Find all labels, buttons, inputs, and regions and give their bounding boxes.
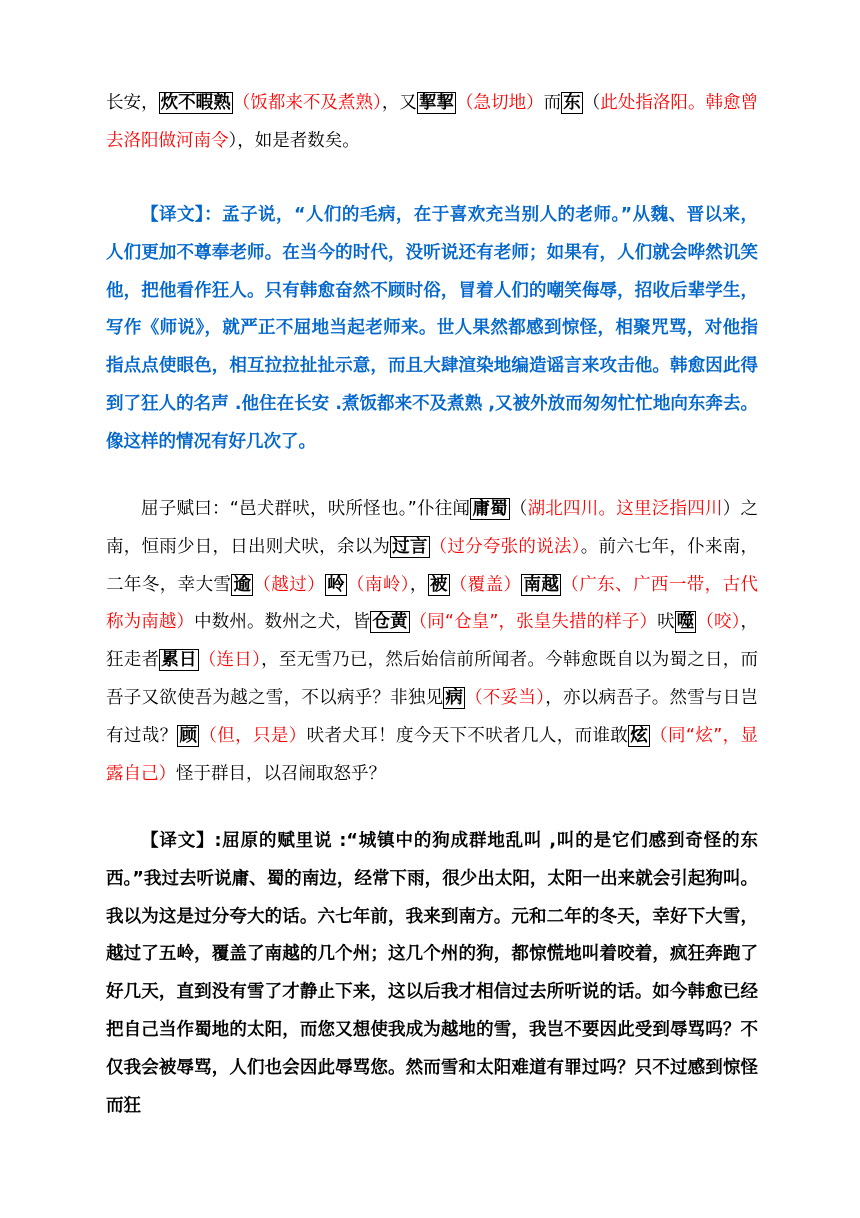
text-run: 怪于群目，以召闹取怒乎？ (176, 763, 386, 784)
classical-text-paragraph-1 (106, 85, 758, 161)
annotation-paren: （ (582, 93, 601, 113)
text-run: 屈子赋曰：“邑犬群吠，吠所怪也。”仆往闻 (141, 499, 471, 519)
translation-paragraph-2: 【译文】:屈原的赋里说 :“城镇中的狗成群地乱叫 ,叫的是它们感到奇怪的东西。”我过去听说庸、蜀的南边，经常下雨，很少出太阳，太阳一出来就会引起狗叫。我以为这是过分夸大的话。六七年前，我来到南方。元和二年的冬天，幸好下大雪，越过了五岭，覆盖了南越的几个州；这几个州的狗，都惊慌地叫着咬着，疯狂奔跑了好几天，直到没有雪了才静止下来，这以后我才相信过去所听说的话。如今韩愈已经把自己当作蜀地的太阳，而您又想使我成为越地的雪，我岂不要因此受到辱骂吗？不仅我会被辱骂，人们也会因此辱骂您。然而雪和太阳难道有罪过吗？只不过感到惊怪而狂 (106, 831, 758, 1116)
text-run: 中数州。数州之犬，皆 (194, 612, 371, 633)
keyword-box: 庸蜀 (472, 499, 508, 519)
text-run: ，至无雪乃已，然后始信前所闻者。今韩愈既自以为蜀之日，而吾子又欲使吾为越之雪，不以病乎？非独见 (106, 650, 759, 708)
annotation: （过分夸张的说法） (429, 536, 581, 557)
annotation: （连日） (198, 650, 262, 671)
annotation: （越过） (253, 574, 326, 595)
annotation: 此处指洛阳。韩愈曾去洛阳做河南令 (106, 93, 759, 151)
keyword-box: 过言 (392, 536, 428, 557)
keyword-box: 累日 (161, 650, 197, 671)
annotation: （南岭） (346, 574, 410, 595)
annotation: （但，只是） (199, 725, 307, 746)
classical-text-paragraph-2 (106, 491, 758, 793)
keyword-box: 被 (429, 574, 448, 595)
annotation: （覆盖） (449, 574, 522, 595)
keyword-box: 炫 (630, 725, 649, 746)
text-run: 吠 (657, 612, 675, 633)
annotation: 湖北四川。这里泛指四川 (527, 499, 723, 519)
keyword-box: 挈挈 (418, 93, 454, 113)
annotation: （急切地） (455, 93, 544, 113)
keyword-box: 东 (563, 93, 581, 113)
text-run: ， (409, 574, 428, 595)
keyword-box: 病 (445, 687, 464, 708)
annotation: （咬） (696, 612, 741, 633)
keyword-box: 逾 (233, 574, 252, 595)
text-run: ，亦以病吾子。然雪与日岂有过哉？ (106, 687, 759, 746)
annotation: （广东、广西一带，古代称为南越） (106, 574, 759, 633)
text-run: ，狂走者 (106, 612, 758, 671)
annotation: （同“炫”，显露自己） (106, 725, 759, 784)
keyword-box: 南越 (523, 574, 560, 595)
keyword-box: 仓黄 (372, 612, 408, 633)
text-run: ，又 (381, 93, 417, 113)
keyword-box: 噬 (676, 612, 695, 633)
annotation-paren: ） (722, 499, 741, 519)
keyword-box: 岭 (327, 574, 345, 595)
translation-paragraph-1: 【译文】：孟子说，“人们的毛病，在于喜欢充当别人的老师。”从魏、晋以来，人们更加不尊奉老师。在当今的时代，没听说还有老师；如果有，人们就会哗然讥笑他，把他看作狂人。只有韩愈奋然不顾时俗，冒着人们的嘲笑侮辱，招收后辈学生，写作《师说》，就严正不屈地当起老师来。世人果然都感到惊怪，相聚咒骂，对他指指点点使眼色，相互拉拉扯扯示意，而且大肆渲染地编造谣言来攻击他。韩愈因此得到了狂人的名声 .他住在长安 .煮饭都来不及煮熟 ,又被外放而匆匆忙忙地向东奔去。像这样的情况有好几次了。 (106, 205, 758, 452)
text-run: 吠者犬耳！度今天下不吠者几人，而谁敢 (306, 725, 629, 746)
annotation: （不妥当） (465, 687, 546, 708)
text-run: 。前六七年，仆来南，二年冬，幸大雪 (106, 536, 759, 595)
annotation-paren: ） (228, 130, 238, 151)
annotation-paren: （ (509, 499, 528, 519)
annotation: （饭都来不及煮熟） (232, 93, 382, 113)
keyword-box: 顾 (179, 725, 198, 746)
annotation: （同“仓皇”，张皇失措的样子） (409, 612, 658, 633)
text-run: ，如是者数矣。 (237, 130, 360, 151)
keyword-box: 炊不暇熟 (160, 93, 231, 113)
text-run: 长安， (106, 93, 159, 113)
text-run: 之南，恒雨少日，日出则犬吠，余以为 (106, 499, 759, 557)
text-run: 而 (543, 93, 562, 113)
